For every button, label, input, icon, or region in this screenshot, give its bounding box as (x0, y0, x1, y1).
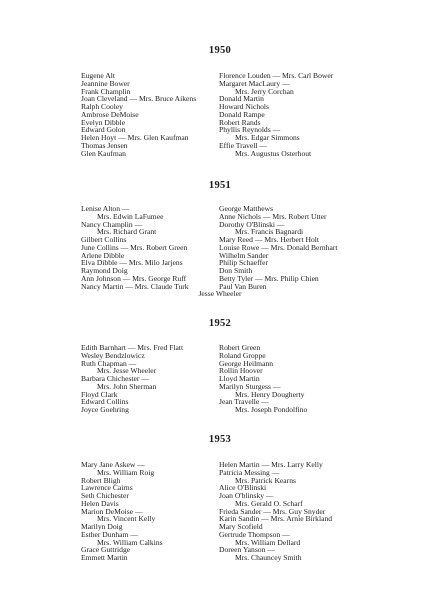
name-entry: Mrs. Chauncey Smith (235, 553, 302, 562)
name-entry: Lawrence Cairns (81, 483, 133, 493)
section-year-1952: 1952 (208, 318, 232, 329)
name-entry: Mrs. Gerald O. Scharf (235, 498, 303, 508)
name-column-right (219, 461, 369, 562)
name-entry: George Matthews (219, 204, 274, 213)
name-entry: Ralph Cooley (81, 102, 123, 111)
name-entry: Dorothy O'Blinski — (219, 219, 285, 229)
name-column-left (81, 344, 231, 414)
name-entry: Robert Green (219, 343, 261, 352)
name-entry: Mrs. Francis Bagnardi (235, 227, 304, 237)
name-entry: Mrs. William Roig (97, 467, 155, 477)
name-entry: Nancy Martin — Mrs. Claude Turk (81, 281, 189, 291)
name-entry: Anne Nichols — Mrs. Robert Utter (219, 211, 327, 221)
name-entry: Patricia Messing — (219, 467, 280, 477)
name-entry: Mrs. William Calkins (97, 537, 163, 547)
name-entry: Rollin Hoover (219, 366, 263, 376)
name-entry: Edward Collins (81, 397, 129, 407)
centered-name-line: Jesse Wheeler (198, 289, 242, 299)
name-entry: Gertrude Thompson — (219, 529, 290, 539)
name-entry: Joan O'blinsky — (219, 491, 274, 500)
name-column-right (219, 72, 369, 157)
name-column-right (219, 205, 369, 290)
name-entry: Don Smith (219, 266, 253, 275)
name-entry: Frank Champlin (81, 86, 131, 96)
name-entry: Mary Jane Askew — (81, 460, 145, 469)
section-year-1953: 1953 (208, 434, 232, 445)
name-entry: Robert Bligh (81, 475, 121, 485)
name-entry: Effie Travell — (219, 140, 267, 150)
name-entry: Ann Johnson — Mrs. George Ruff (81, 273, 187, 283)
name-entry: Donald Martin (219, 94, 264, 104)
name-entry: Marilyn Sturgess — (219, 381, 281, 391)
name-column-left (81, 461, 231, 562)
name-entry: Barbara Chichester — (81, 374, 149, 383)
name-entry: Doreen Yanson — (219, 545, 275, 555)
name-entry: Mrs. Henry Dougherty (235, 389, 305, 399)
name-entry: Wesley Bendzlowicz (81, 350, 145, 360)
name-entry: Eugene Alt (81, 71, 115, 80)
name-entry: Ruth Chapman — (81, 358, 137, 368)
name-entry: Mrs. Augustus Osterhout (235, 148, 312, 158)
name-entry: Elva Dibble — Mrs. Milo Jarjens (81, 258, 183, 268)
name-entry: Floyd Clark (81, 389, 118, 399)
name-entry: Nancy Champlin — (81, 219, 143, 229)
name-entry: Alice O'Blinski (219, 483, 267, 493)
name-entry: Raymond Doig (81, 266, 128, 275)
name-entry: Mrs. Vincent Kelly (97, 514, 156, 524)
name-entry: Karin Sandin — Mrs. Arnie Birkland (219, 514, 333, 524)
name-entry: Joyce Goehring (81, 405, 129, 414)
name-entry: Mrs. Patrick Kearns (235, 475, 296, 485)
name-entry: Louise Rowe — Mrs. Donald Bernhart (219, 242, 338, 252)
name-entry: Joan Cleveland — Mrs. Bruce Aikens (81, 94, 197, 104)
name-entry: Mrs. Joseph Pondolfino (235, 405, 308, 414)
name-entry: Evelyn Dibble (81, 117, 126, 127)
name-entry: Thomas Jensen (81, 140, 128, 150)
name-entry: Mrs. John Sherman (97, 381, 157, 391)
name-entry: Glen Kaufman (81, 148, 126, 158)
name-entry: Gilbert Collins (81, 235, 127, 244)
name-entry: Edward Golon (81, 125, 126, 135)
section-year-1950: 1950 (208, 45, 232, 56)
name-entry: Grace Guttridge (81, 545, 131, 555)
name-entry: Mary Reed — Mrs. Herbert Holt (219, 235, 319, 244)
name-entry: Wilhelm Sander (219, 250, 269, 260)
name-entry: Howard Nichols (219, 102, 269, 111)
name-entry: Edith Barnhart — Mrs. Fred Flatt (81, 343, 184, 352)
name-entry: Emmett Martin (81, 553, 128, 562)
name-entry: Philip Schaeffer (219, 258, 268, 268)
name-column-left (81, 72, 231, 157)
name-entry: Jeannine Bower (81, 78, 130, 88)
name-entry: Helen Martin — Mrs. Larry Kelly (219, 460, 323, 469)
name-entry: Mrs. William Dellard (235, 537, 301, 547)
name-entry: Florence Louden — Mrs. Carl Bower (219, 71, 334, 80)
name-column-left (81, 205, 231, 290)
name-column-right (219, 344, 369, 414)
name-entry: Helen Hoyt — Mrs. Glen Kaufman (81, 133, 189, 142)
name-entry: Arlene Dibble (81, 250, 125, 260)
name-entry: Esther Dunham — (81, 529, 138, 539)
name-entry: Helen Davis (81, 498, 119, 508)
name-entry: Jean Travelle — (219, 397, 269, 407)
name-entry: Mrs. Richard Grant (97, 227, 157, 237)
name-entry: Ambrose DeMoise (81, 109, 139, 119)
name-entry: Paul Van Buren (219, 281, 267, 291)
name-entry: Lenise Alton — (81, 204, 130, 213)
name-entry: Betty Tyler — Mrs. Philip Chien (219, 273, 319, 283)
name-entry: Roland Groppe (219, 350, 266, 360)
name-entry: Margaret MacLaury — (219, 78, 290, 88)
name-entry: Frieda Sander — Mrs. Guy Snyder (219, 506, 326, 516)
name-entry: Marion DeMoise — (81, 506, 143, 516)
name-entry: George Heilmann (219, 358, 274, 368)
name-entry: June Collins — Mrs. Robert Green (81, 242, 188, 252)
name-entry: Mrs. Jesse Wheeler (97, 366, 157, 376)
name-entry: Phyllis Reynolds — (219, 125, 281, 135)
name-entry: Robert Rands (219, 117, 261, 127)
name-entry: Marilyn Doig (81, 522, 123, 531)
name-entry: Mrs. Jerry Corchan (235, 86, 294, 96)
name-entry: Mary Scofield (219, 522, 263, 531)
name-entry: Mrs. Edwin LaFumee (97, 211, 164, 221)
section-year-1951: 1951 (208, 180, 232, 191)
name-entry: Seth Chichester (81, 491, 129, 500)
name-entry: Donald Rampe (219, 109, 265, 119)
name-entry: Mrs. Edgar Simmons (235, 133, 300, 142)
name-entry: Lloyd Martin (219, 374, 260, 383)
